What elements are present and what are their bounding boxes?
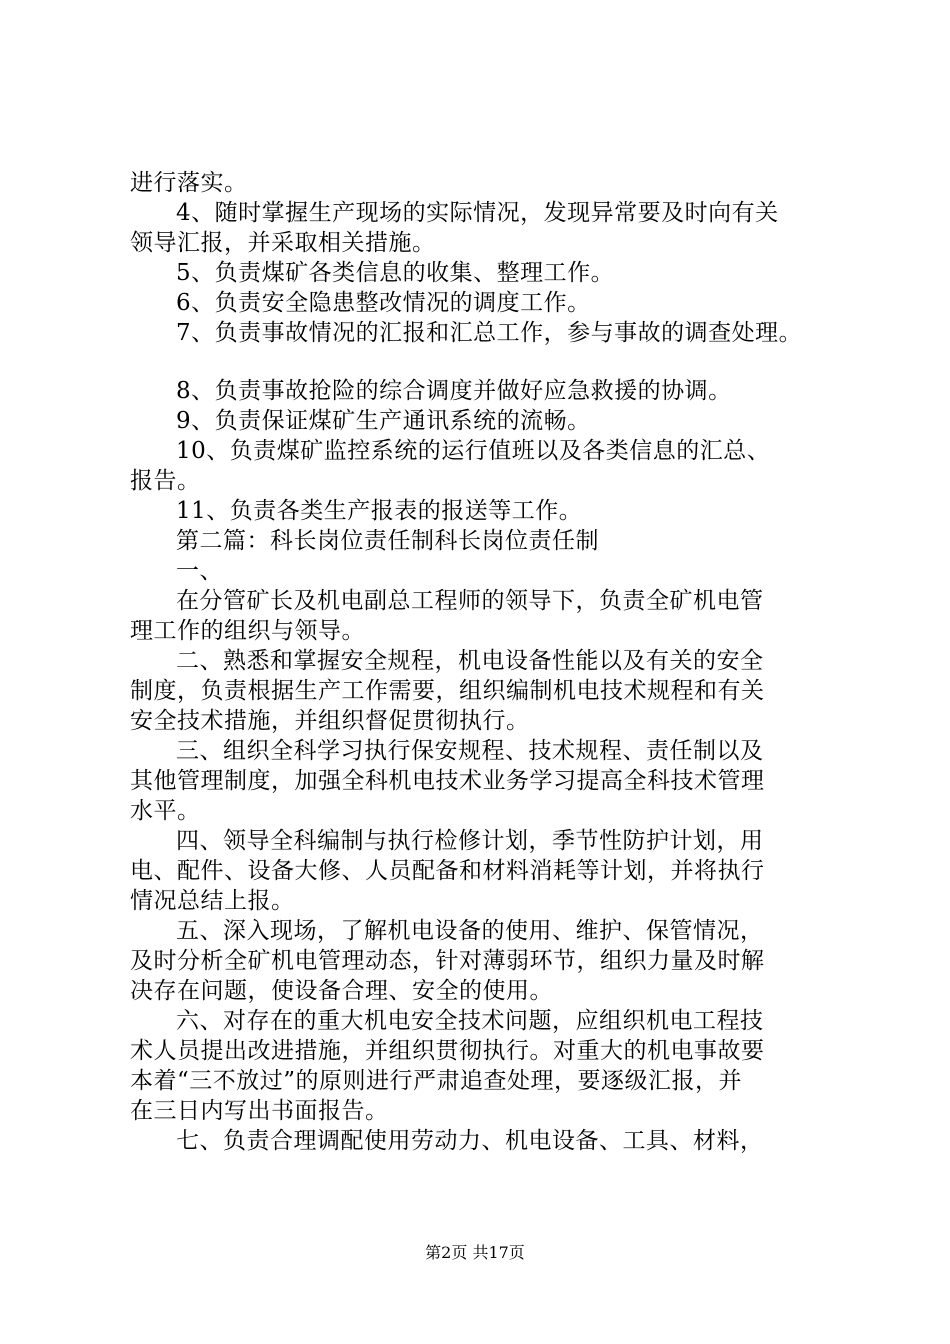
text-line: 电、配件、设备大修、人员配备和材料消耗等计划，并将执行 bbox=[130, 858, 765, 884]
text-line: 二、熟悉和掌握安全规程，机电设备性能以及有关的安全 bbox=[176, 648, 764, 674]
text-line: 本着“三不放过”的原则进行严肃追查处理，要逐级汇报，并 bbox=[130, 1068, 743, 1094]
text-line: 六、对存在的重大机电安全技术问题，应组织机电工程技 bbox=[176, 1008, 764, 1034]
text-line: 6、负责安全隐患整改情况的调度工作。 bbox=[176, 290, 591, 316]
text-line: 三、组织全科学习执行保安规程、技术规程、责任制以及 bbox=[176, 738, 764, 764]
text-line: 5、负责煤矿各类信息的收集、整理工作。 bbox=[176, 260, 615, 286]
text-line: 安全技术措施，并组织督促贯彻执行。 bbox=[130, 708, 530, 734]
text-line: 报告。 bbox=[130, 468, 201, 494]
text-line: 及时分析全矿机电管理动态，针对薄弱环节，组织力量及时解 bbox=[130, 948, 765, 974]
text-line: 在三日内写出书面报告。 bbox=[130, 1098, 389, 1124]
text-line: 术人员提出改进措施，并组织贯彻执行。对重大的机电事故要 bbox=[130, 1038, 765, 1064]
text-line: 第二篇：科长岗位责任制科长岗位责任制 bbox=[176, 528, 599, 554]
text-line: 水平。 bbox=[130, 798, 201, 824]
text-line: 9、负责保证煤矿生产通讯系统的流畅。 bbox=[176, 408, 591, 434]
text-line: 理工作的组织与领导。 bbox=[130, 618, 365, 644]
text-line: 决存在问题，使设备合理、安全的使用。 bbox=[130, 978, 553, 1004]
text-line: 领导汇报，并采取相关措施。 bbox=[130, 230, 436, 256]
text-line: 五、深入现场，了解机电设备的使用、维护、保管情况， bbox=[176, 918, 764, 944]
text-line: 制度，负责根据生产工作需要，组织编制机电技术规程和有关 bbox=[130, 678, 765, 704]
text-line: 4、随时掌握生产现场的实际情况，发现异常要及时向有关 bbox=[176, 200, 779, 226]
text-line: 在分管矿长及机电副总工程师的领导下，负责全矿机电管 bbox=[176, 588, 764, 614]
text-line: 七、负责合理调配使用劳动力、机电设备、工具、材料， bbox=[176, 1128, 764, 1154]
text-line: 8、负责事故抢险的综合调度并做好应急救援的协调。 bbox=[176, 378, 732, 404]
page-footer: 第2页 共17页 bbox=[425, 1243, 525, 1262]
document-body bbox=[130, 168, 850, 1156]
blank-line bbox=[130, 348, 850, 376]
text-line: 情况总结上报。 bbox=[130, 888, 295, 914]
text-line: 四、领导全科编制与执行检修计划，季节性防护计划，用 bbox=[176, 828, 764, 854]
text-line: 10、负责煤矿监控系统的运行值班以及各类信息的汇总、 bbox=[176, 438, 771, 464]
text-line: 7、负责事故情况的汇报和汇总工作，参与事故的调查处理。 bbox=[176, 320, 803, 346]
text-line: 进行落实。 bbox=[130, 170, 248, 196]
text-line: 11、负责各类生产报表的报送等工作。 bbox=[176, 498, 583, 524]
text-line: 一、 bbox=[176, 558, 223, 584]
text-line: 其他管理制度，加强全科机电技术业务学习提高全科技术管理 bbox=[130, 768, 765, 794]
